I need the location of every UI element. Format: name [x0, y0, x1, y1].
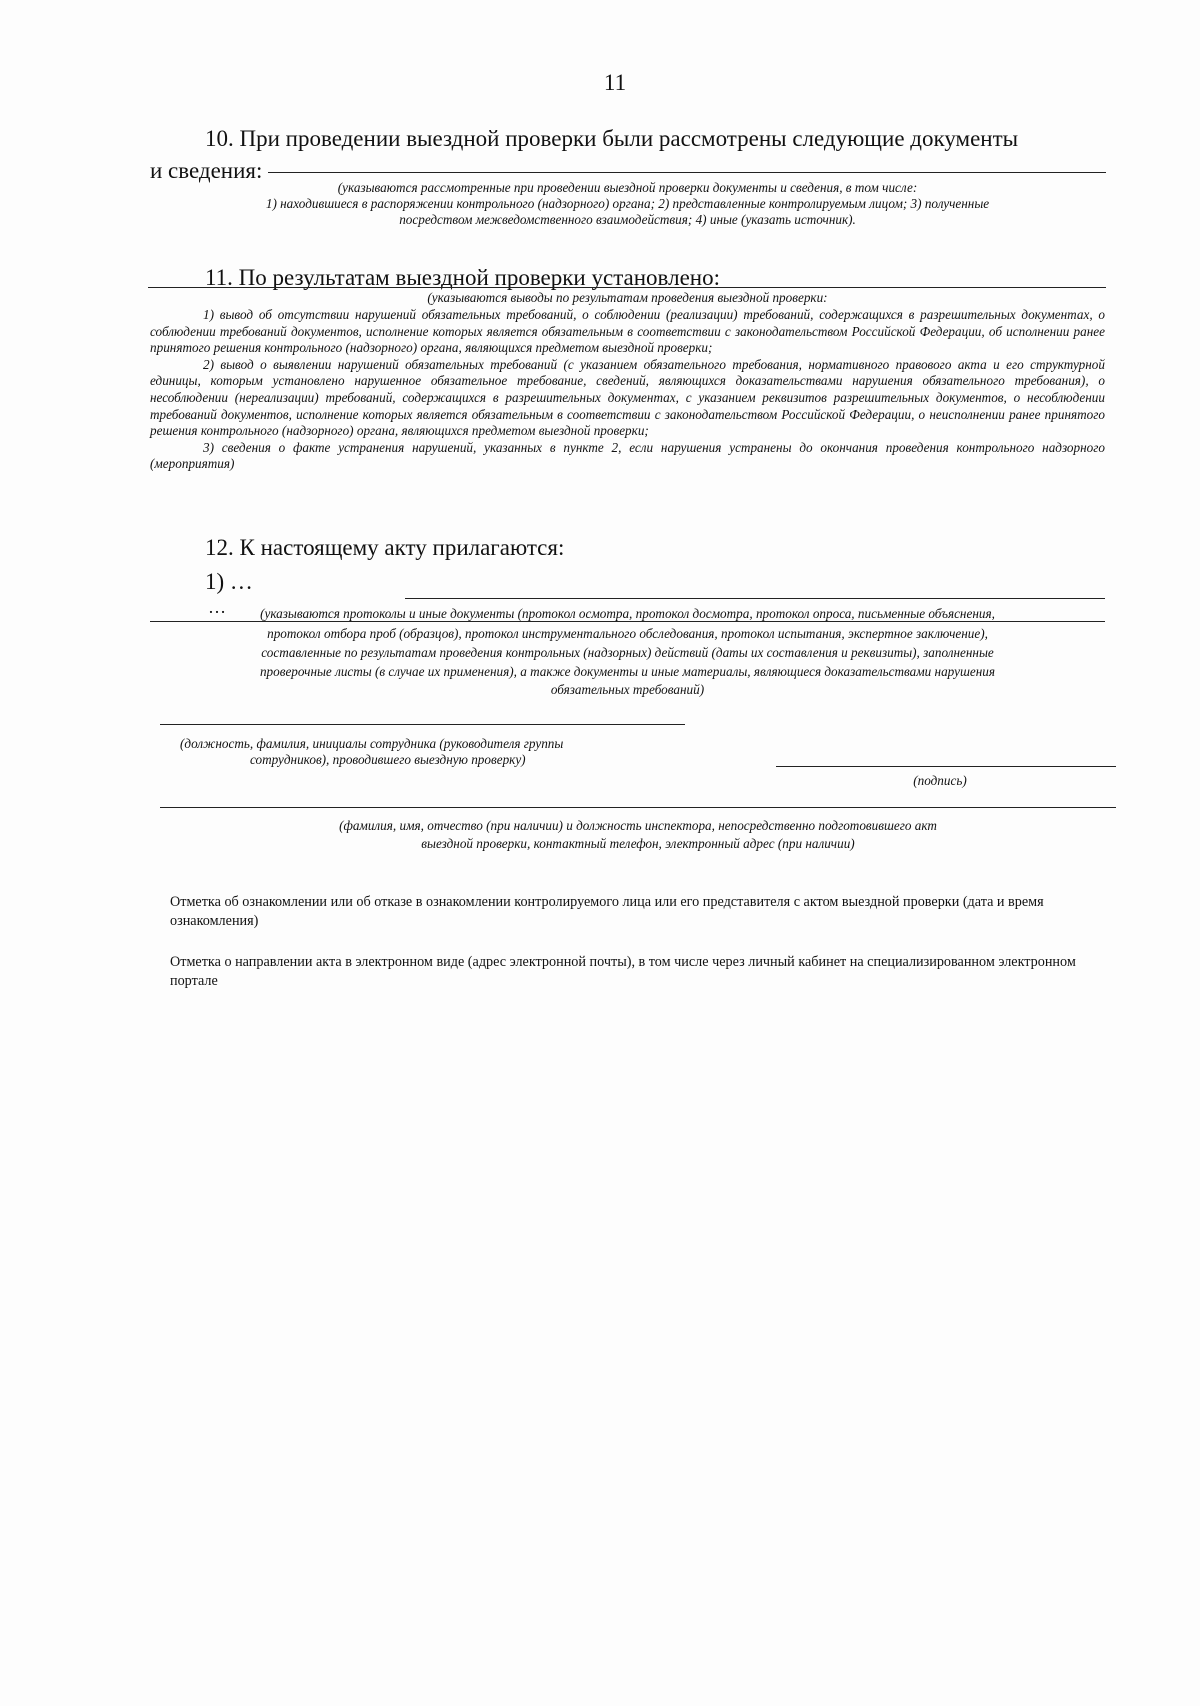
inspector-caption-2: выездной проверки, контактный телефон, электронный адрес (при наличии) — [421, 836, 855, 851]
section12-caption-5: обязательных требований) — [550, 682, 705, 697]
official-caption-2: сотрудников), проводившего выездную проверку) — [250, 752, 526, 767]
official-caption-1: (должность, фамилия, инициалы сотрудника (руководителя группы — [180, 736, 564, 751]
section10-heading-continued: и сведения: — [150, 158, 263, 183]
section12-caption-4: проверочные листы (в случае их применения), а также документы и иные материалы, являющиеся доказательствами нарушения — [259, 664, 996, 679]
section11-item-2: 2) вывод о выявлении нарушений обязательных требований (с указанием обязательного требования, нормативного правового акта и его структурной единицы, которым установлено нарушенное обязательное требование, сведений, являющихся доказательствами нарушения обязательного требования), о несоблюдении (нереализации) требований, содержащихся в разрешительных документах, с указанием реквизитов разрешительных документов, о несоблюдении требований документов, исполнение которых является обязательным в соответствии с законодательством Российской Федерации, о неисполнении ранее принятого решения контрольного (надзорного) органа, являющихся предметом выездной проверки; — [150, 356, 1105, 439]
section12-caption-2: протокол отбора проб (образцов), протокол инструментального обследования, протокол испытания, экспертное заключение), — [267, 626, 988, 641]
section12-ellipsis: … — [208, 597, 226, 617]
section10-heading: 10. При проведении выездной проверки были рассмотрены следующие документы — [205, 126, 1019, 151]
page-number: 11 — [603, 70, 627, 95]
official-fill-line — [160, 724, 685, 725]
section12-caption-3: составленные по результатам проведения контрольных (надзорных) действий (даты их составления и реквизиты), заполненные — [261, 645, 994, 660]
electronic-delivery-note: Отметка о направлении акта в электронном виде (адрес электронной почты), в том числе через личный кабинет на специализированном электронном портале — [170, 954, 1076, 989]
section12-caption-1: (указываются протоколы и иные документы (протокол осмотра, протокол досмотра, протокол опроса, письменные объяснения, — [260, 606, 995, 621]
section11-caption-body — [150, 307, 1105, 473]
section10-caption-2: 1) находившиеся в распоряжении контрольного (надзорного) органа; 2) представленные контролируемым лицом; 3) полученные — [265, 196, 990, 211]
section10-fill-line — [268, 172, 1106, 173]
section11-item-3: 3) сведения о факте устранения нарушений, указанных в пункте 2, если нарушения устранены до окончания проведения контрольного надзорного (мероприятия) — [150, 439, 1105, 472]
section11-caption-title: (указываются выводы по результатам проведения выездной проверки: — [427, 290, 828, 305]
section11-fill-line — [148, 287, 1106, 288]
acquaintance-note: Отметка об ознакомлении или об отказе в ознакомлении контролируемого лица или его представителя с актом выездной проверки (дата и время ознакомления) — [170, 894, 1044, 929]
section12-fill-line-1 — [405, 598, 1105, 599]
section10-caption-1: (указываются рассмотренные при проведении выездной проверки документы и сведения, в том числе: — [337, 180, 918, 195]
inspector-fill-line — [160, 807, 1116, 808]
section12-item-1: 1) … — [205, 569, 253, 594]
section10-caption-3: посредством межведомственного взаимодействия; 4) иные (указать источник). — [399, 212, 856, 227]
signature-caption: (подпись) — [913, 773, 967, 788]
section11-heading: 11. По результатам выездной проверки установлено: — [205, 265, 720, 290]
section11-item-1: 1) вывод об отсутствии нарушений обязательных требований, о соблюдении (реализации) требований, содержащихся в разрешительных документах, о соблюдении требований документов, исполнение которых является обязательным в соответствии с законодательством Российской Федерации, об исполнении ранее принятого решения контрольного (надзорного) органа, являющихся предметом выездной проверки; — [150, 307, 1105, 356]
signature-fill-line — [776, 766, 1116, 767]
section12-heading: 12. К настоящему акту прилагаются: — [205, 535, 565, 560]
inspector-caption-1: (фамилия, имя, отчество (при наличии) и должность инспектора, непосредственно подготовившего акт — [339, 818, 937, 833]
